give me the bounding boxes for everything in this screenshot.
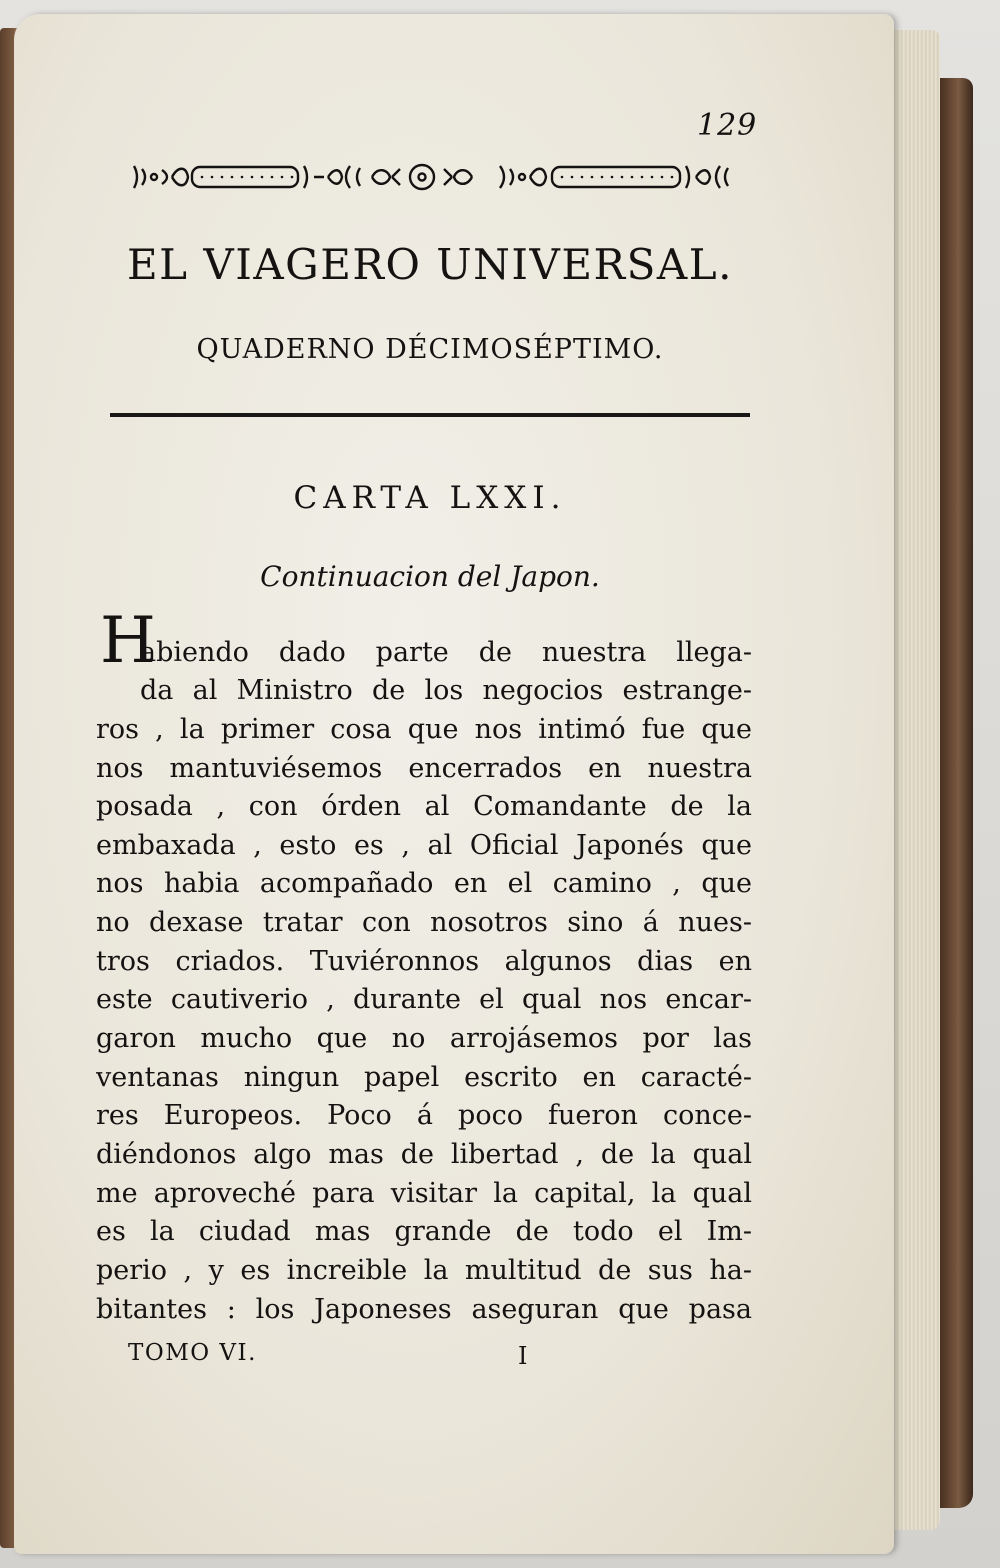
body-line: tros criados. Tuviéronnos algunos dias en bbox=[96, 946, 752, 977]
body-line: garon mucho que no arrojásemos por las bbox=[96, 1023, 752, 1054]
body-line: abiendo dado parte de nuestra llega- bbox=[140, 637, 752, 668]
page-number: 129 bbox=[697, 108, 758, 143]
body-line: ventanas ningun papel escrito en caracté- bbox=[96, 1062, 752, 1093]
body-line: nos habia acompañado en el camino , que bbox=[96, 868, 752, 899]
body-line: me aproveché para visitar la capital, la qual bbox=[96, 1178, 752, 1209]
horizontal-rule bbox=[110, 413, 750, 417]
body-line: nos mantuviésemos encerrados en nuestra bbox=[96, 753, 752, 784]
body-line: es la ciudad mas grande de todo el Im- bbox=[96, 1216, 752, 1247]
ornamental-border bbox=[128, 156, 734, 198]
body-line: diéndonos algo mas de libertad , de la qual bbox=[96, 1139, 752, 1170]
body-line: res Europeos. Poco á poco fueron conce- bbox=[96, 1100, 752, 1131]
body-line: embaxada , esto es , al Oficial Japonés que bbox=[96, 830, 752, 861]
body-line: ros , la primer cosa que nos intimó fue que bbox=[96, 714, 752, 745]
body-line: este cautiverio , durante el qual nos encar- bbox=[96, 984, 752, 1015]
running-title: EL VIAGERO UNIVERSAL. bbox=[127, 240, 733, 289]
body-line: no dexase tratar con nosotros sino á nues- bbox=[96, 907, 752, 938]
section-title: Continuacion del Japon. bbox=[260, 560, 600, 593]
letter-title: CARTA LXXI. bbox=[293, 480, 567, 516]
section-subtitle: QUADERNO DÉCIMOSÉPTIMO. bbox=[196, 334, 664, 365]
body-line: da al Ministro de los negocios estrange- bbox=[140, 675, 752, 706]
body-line: perio , y es increible la multitud de sus ha- bbox=[96, 1255, 752, 1286]
body-line: bitantes : los Japoneses aseguran que pasa bbox=[96, 1294, 752, 1325]
drop-cap: H bbox=[100, 604, 156, 678]
volume-signature: TOMO VI. bbox=[128, 1340, 257, 1366]
signature-mark: I bbox=[518, 1342, 528, 1370]
body-line: posada , con órden al Comandante de la bbox=[96, 791, 752, 822]
